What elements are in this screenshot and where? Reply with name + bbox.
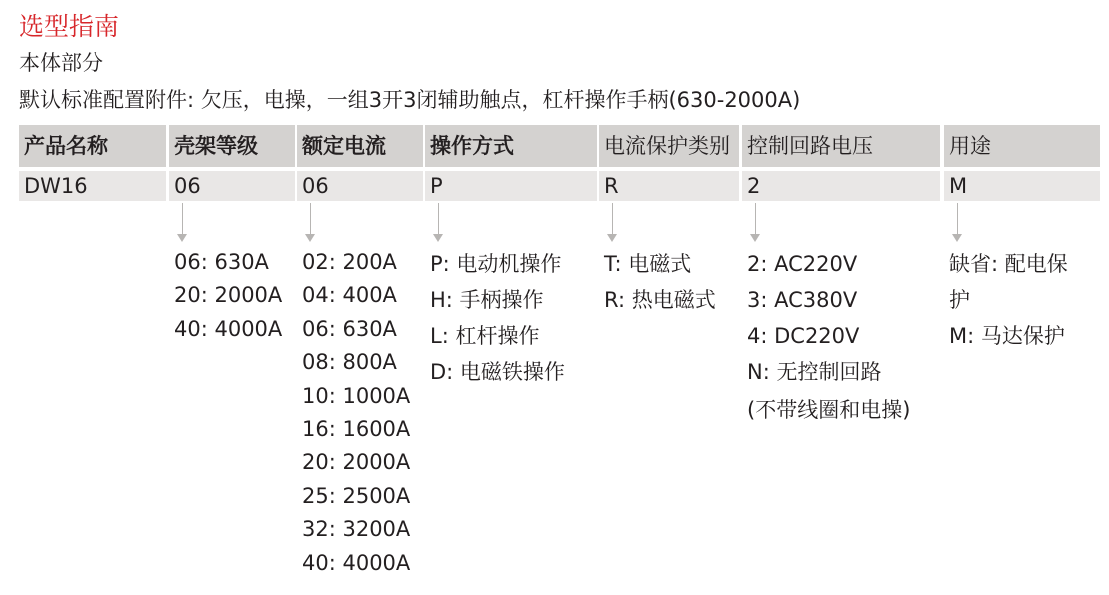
options-frame-grade: [174, 246, 282, 346]
option-item: M: 马达保护: [949, 324, 1065, 348]
arrow-head-icon: [952, 234, 962, 242]
code-control-voltage: 2: [742, 171, 940, 201]
header-control-voltage: 控制回路电压: [742, 125, 940, 167]
option-item: 40: 4000A: [302, 550, 411, 575]
options-control-voltage: [747, 246, 910, 428]
option-item: 40: 4000A: [174, 316, 283, 341]
option-item: P: 电动机操作: [430, 252, 562, 276]
option-item: N: 无控制回路: [747, 360, 882, 384]
option-item: L: 杠杆操作: [430, 324, 540, 348]
column-protection-type: [599, 125, 739, 312]
arrow-down-icon: [612, 203, 613, 237]
option-item: 缺省: 配电保护: [949, 252, 1068, 312]
option-item: R: 热电磁式: [604, 288, 716, 312]
option-item: D: 电磁铁操作: [430, 360, 565, 384]
arrow-down-icon: [755, 203, 756, 237]
column-usage: [944, 125, 1100, 348]
arrow-down-icon: [182, 203, 183, 237]
option-item: 2: AC220V: [747, 252, 858, 276]
arrow-head-icon: [305, 234, 315, 242]
column-frame-grade: [169, 125, 295, 341]
options-rated-current: [302, 246, 410, 580]
column-rated-current: [297, 125, 423, 575]
arrow-down-icon: [310, 203, 311, 237]
default-config-note: 默认标准配置附件: 欠压，电操，一组3开3闭辅助触点，杠杆操作手柄(630-2000A): [19, 88, 801, 112]
option-item: 20: 2000A: [174, 283, 283, 308]
section-subtitle: 本体部分: [19, 51, 103, 75]
option-item: 10: 1000A: [302, 383, 411, 408]
option-item: 32: 3200A: [302, 517, 411, 542]
code-rated-current: 06: [297, 171, 423, 201]
page-title: 选型指南: [19, 12, 120, 41]
code-protection-type: R: [599, 171, 739, 201]
arrow-head-icon: [177, 234, 187, 242]
code-usage: M: [944, 171, 1100, 201]
code-product-name: DW16: [19, 171, 166, 201]
arrow-head-icon: [607, 234, 617, 242]
option-item: 16: 1600A: [302, 416, 411, 441]
option-item: 20: 2000A: [302, 450, 411, 475]
column-product-name: [19, 125, 166, 201]
header-protection-type: 电流保护类别: [599, 125, 739, 167]
arrow-down-icon: [957, 203, 958, 237]
header-rated-current: 额定电流: [297, 125, 423, 167]
option-item: 06: 630A: [302, 316, 397, 341]
option-item: 4: DC220V: [747, 324, 860, 348]
header-operation-mode: 操作方式: [425, 125, 597, 167]
option-item: 08: 800A: [302, 350, 397, 375]
arrow-down-icon: [438, 203, 439, 237]
option-item: 3: AC380V: [747, 288, 858, 312]
option-item: H: 手柄操作: [430, 288, 544, 312]
header-usage: 用途: [944, 125, 1100, 167]
option-item: (不带线圈和电操): [747, 398, 911, 422]
header-product-name: 产品名称: [19, 125, 166, 167]
arrow-head-icon: [433, 234, 443, 242]
header-frame-grade: 壳架等级: [169, 125, 295, 167]
option-item: 04: 400A: [302, 283, 397, 308]
option-item: 06: 630A: [174, 250, 269, 274]
options-protection-type: [604, 246, 716, 318]
code-frame-grade: 06: [169, 171, 295, 201]
column-control-voltage: [742, 125, 940, 422]
options-usage: [949, 246, 1087, 354]
code-operation-mode: P: [425, 171, 597, 201]
options-operation-mode: [430, 246, 565, 390]
option-item: T: 电磁式: [604, 252, 692, 276]
option-item: 25: 2500A: [302, 483, 411, 508]
column-operation-mode: [425, 125, 597, 384]
option-item: 02: 200A: [302, 250, 397, 274]
arrow-head-icon: [750, 234, 760, 242]
